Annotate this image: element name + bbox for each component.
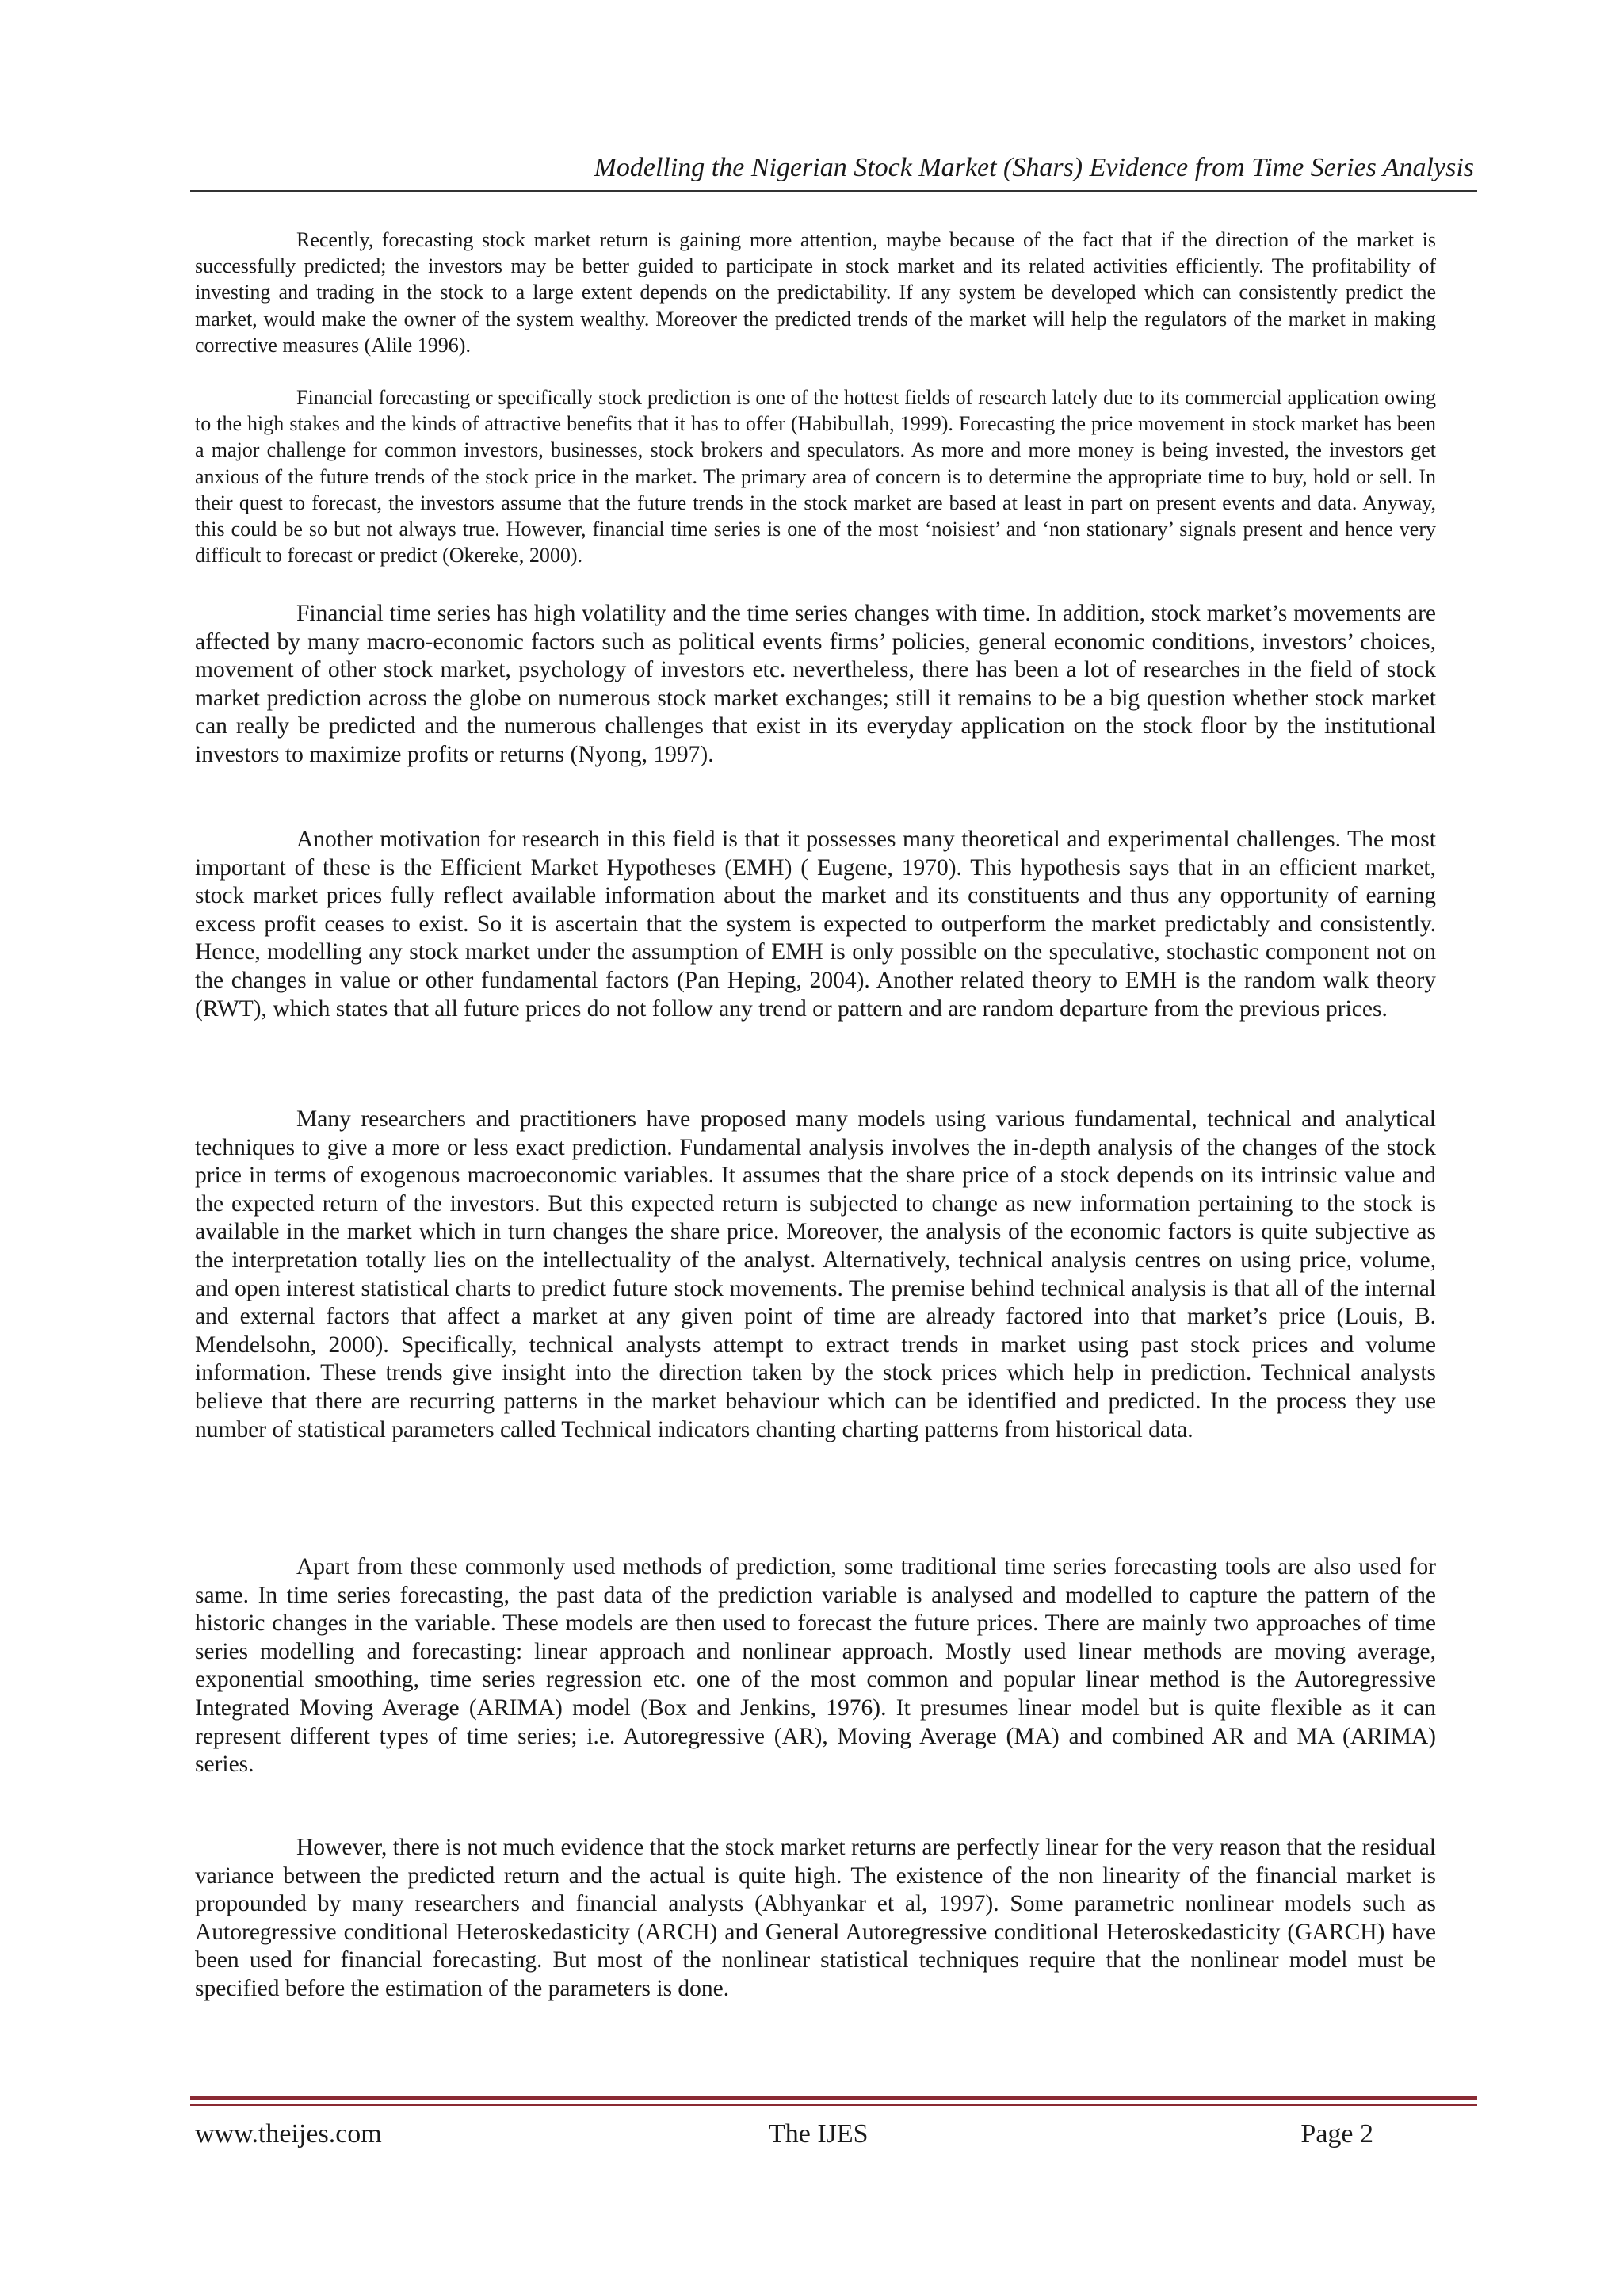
paragraph-6: Apart from these commonly used methods of prediction, some traditional time series forecasting tools are also used for same. In time series forecasting, the past data of the prediction variable is analysed and modelled to capture the pattern of the historic changes in the variable. These models are then used to forecast the future prices. There are mainly two approaches of time series modelling and forecasting: linear approach and nonlinear approach. Mostly used linear methods are moving average, exponential smoothing, time series regression etc. one of the most common and popular linear method is the Autoregressive Integrated Moving Average (ARIMA) model (Box and Jenkins, 1976). It presumes linear model but is quite flexible as it can represent different types of time series; i.e. Autoregressive (AR), Moving Average (MA) and combined AR and MA (ARIMA) series.: [195, 1554, 1436, 1778]
header-divider: [190, 190, 1477, 192]
paragraph-7: However, there is not much evidence that the stock market returns are perfectly linear for the very reason that the residual variance between the predicted return and the actual is quite high. The existence of the non linearity of the financial market is propounded by many researchers and financial analysts (Abhyankar et al, 1997). Some parametric nonlinear models such as Autoregressive conditional Heteroskedasticity (ARCH) and General Autoregressive conditional Heteroskedasticity (GARCH) have been used for financial forecasting. But most of the nonlinear statistical techniques require that the nonlinear model must be specified before the estimation of the parameters is done.: [195, 1835, 1436, 2001]
paragraph-5: Many researchers and practitioners have proposed many models using various fundamental, technical and analytical techniques to give a more or less exact prediction. Fundamental analysis involves the in-depth analysis of the changes of the stock price in terms of exogenous macroeconomic variables. It assumes that the share price of a stock depends on its intrinsic value and the expected return of the investors. But this expected return is subjected to change as new information pertaining to the stock is available in the market which in turn changes the share price. Moreover, the analysis of the economic factors is quite subjective as the interpretation totally lies on the intellectuality of the analyst. Alternatively, technical analysis centres on using price, volume, and open interest statistical charts to predict future stock movements. The premise behind technical analysis is that all of the internal and external factors that affect a market at any given point of time are already factored into that market’s price (Louis, B. Mendelsohn, 2000). Specifically, technical analysts attempt to extract trends in market using past stock prices and volume information. These trends give insight into the direction taken by the stock prices which help in prediction. Technical analysts believe that there are recurring patterns in the market behaviour which can be identified and predicted. In the process they use number of statistical parameters called Technical indicators chanting charting patterns from historical data.: [195, 1106, 1436, 1442]
paragraph-1: Recently, forecasting stock market return is gaining more attention, maybe because of the fact that if the direction of the market is successfully predicted; the investors may be better guided to participate in stock market and its related activities efficiently. The profitability of investing and trading in the stock to a large extent depends on the predictability. If any system be developed which can consistently predict the market, would make the owner of the system wealthy. Moreover the predicted trends of the market will help the regulators of the market in making corrective measures (Alile 1996).: [195, 228, 1436, 357]
paragraph-3: Financial time series has high volatility and the time series changes with time. In addition, stock market’s movements are affected by many macro-economic factors such as political events firms’ policies, general economic conditions, investors’ choices, movement of other stock market, psychology of investors etc. nevertheless, there has been a lot of researches in the field of stock market prediction across the globe on numerous stock market exchanges; still it remains to be a big question whether stock market can really be predicted and the numerous challenges that exist in its everyday application on the stock floor by the institutional investors to maximize profits or returns (Nyong, 1997).: [195, 601, 1436, 767]
footer-divider-thin: [190, 2104, 1477, 2106]
paragraph-4: Another motivation for research in this field is that it possesses many theoretical and experimental challenges. The most important of these is the Efficient Market Hypotheses (EMH) ( Eugene, 1970). This hypothesis says that in an efficient market, stock market prices fully reflect available information about the market and its constituents and thus any opportunity of earning excess profit ceases to exist. So it is ascertain that the system is expected to outperform the market predictably and consistently. Hence, modelling any stock market under the assumption of EMH is only possible on the speculative, stochastic component not on the changes in value or other fundamental factors (Pan Heping, 2004). Another related theory to EMH is the random walk theory (RWT), which states that all future prices do not follow any trend or pattern and are random departure from the previous prices.: [195, 827, 1436, 1022]
footer-divider-thick: [190, 2096, 1477, 2100]
running-header-title: Modelling the Nigerian Stock Market (Shars) Evidence from Time Series Analysis: [594, 153, 1474, 182]
paragraph-2: Financial forecasting or specifically stock prediction is one of the hottest fields of research lately due to its commercial application owing to the high stakes and the kinds of attractive benefits that it has to offer (Habibullah, 1999). Forecasting the price movement in stock market has been a major challenge for common investors, businesses, stock brokers and speculators. As more and more money is being invested, the investors get anxious of the future trends of the stock price in the market. The primary area of concern is to determine the appropriate time to buy, hold or sell. In their quest to forecast, the investors assume that the future trends in the stock market are based at least in part on present events and data. Anyway, this could be so but not always true. However, financial time series is one of the most ‘noisiest’ and ‘non stationary’ signals present and hence very difficult to forecast or predict (Okereke, 2000).: [195, 386, 1436, 567]
footer-journal-name: The IJES: [769, 2119, 869, 2149]
footer-website: www.theijes.com: [195, 2119, 382, 2149]
footer-page-number: Page 2: [1300, 2119, 1373, 2149]
